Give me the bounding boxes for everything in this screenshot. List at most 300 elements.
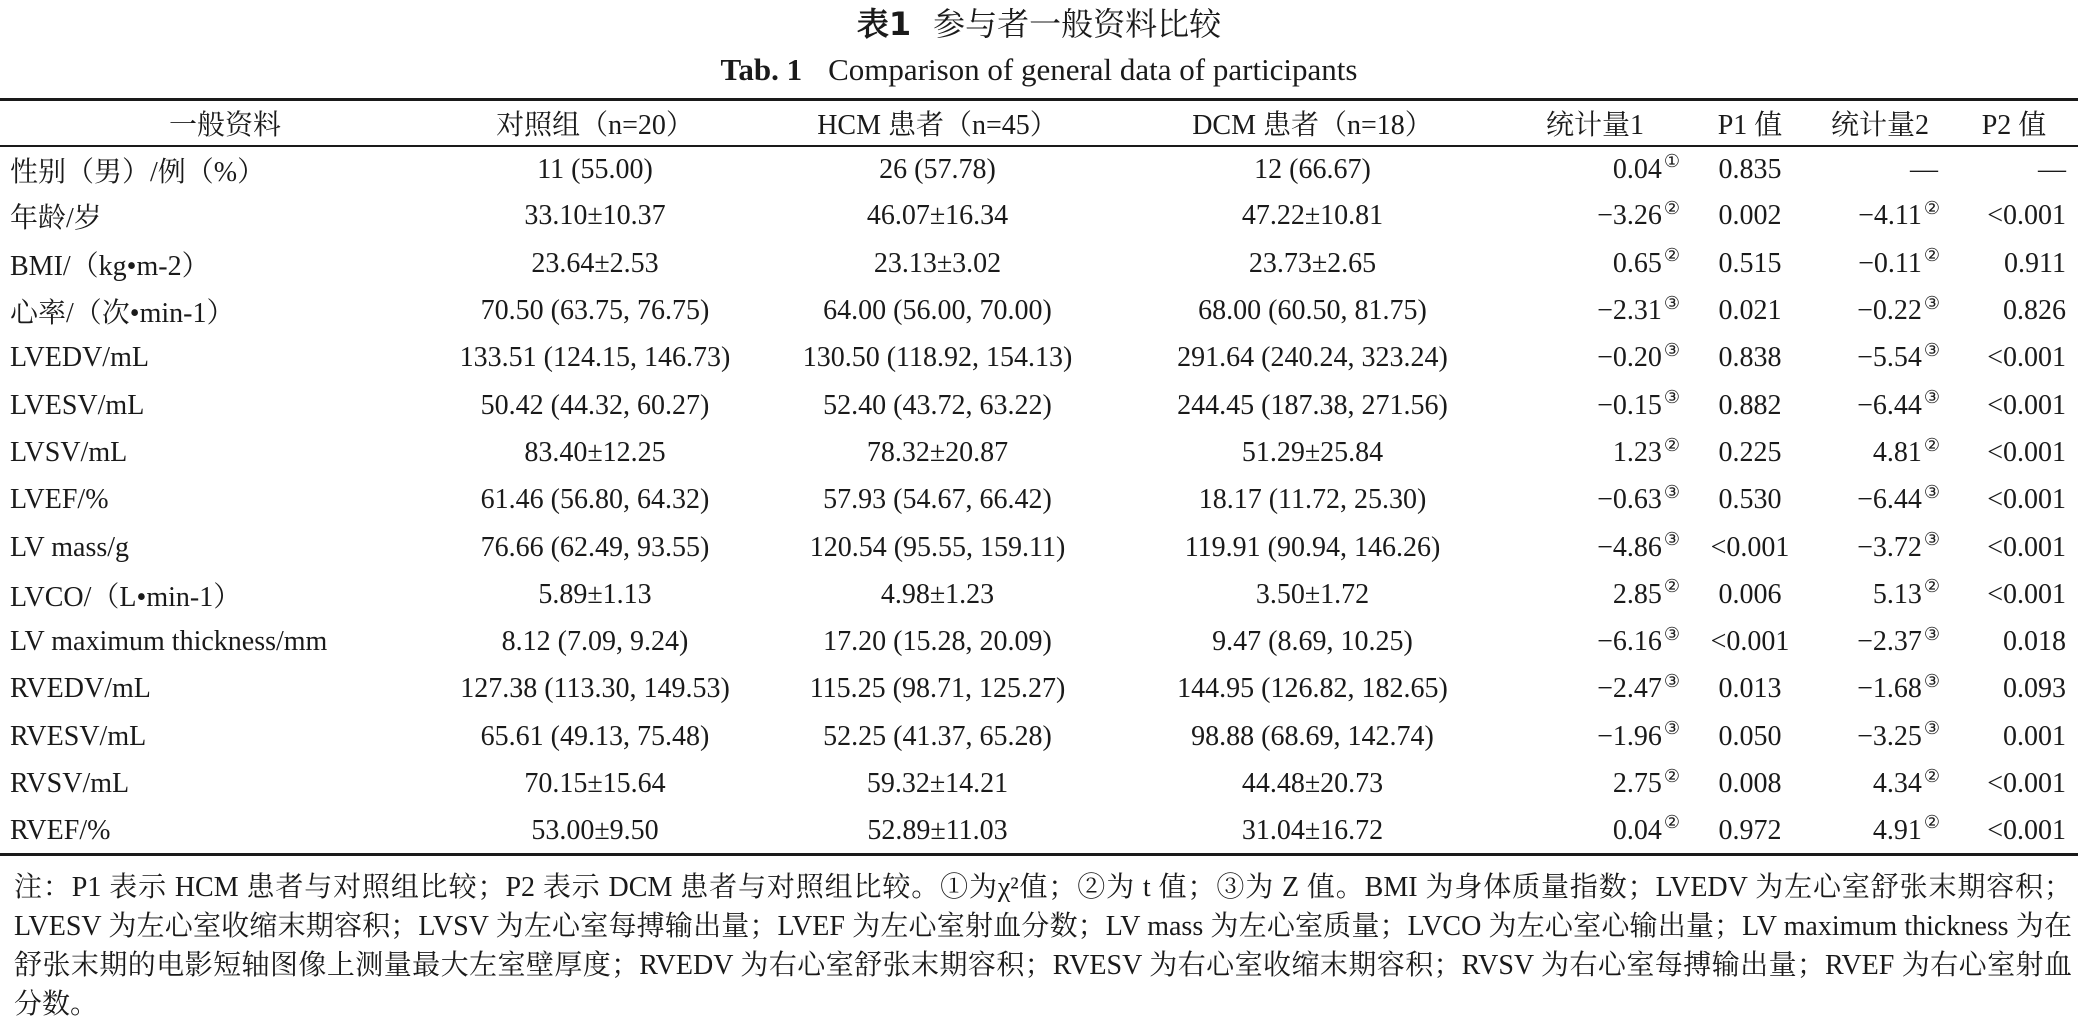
table-title-cn-text: 参与者一般资料比较 <box>933 5 1222 43</box>
cell-stat2-value: −0.11 <box>1858 247 1922 279</box>
cell-p2 <box>1950 524 2078 571</box>
cell-p2-value: <0.001 <box>1987 436 2066 468</box>
cell-stat2 <box>1810 571 1950 618</box>
table-number-en: Tab. 1 <box>720 52 803 87</box>
cell-control-value: 23.64±2.53 <box>531 247 659 279</box>
cell-dcm-value: 47.22±10.81 <box>1241 200 1384 232</box>
cell-hcm <box>750 524 1125 571</box>
table-row <box>0 524 2078 571</box>
table-number-cn: 表1 <box>856 5 912 43</box>
cell-item-value: LVEF/% <box>10 484 109 516</box>
cell-item-value: 性别（男）/例（%） <box>10 156 266 188</box>
cell-stat1 <box>1500 193 1690 240</box>
cell-stat1-value: −0.15 <box>1597 389 1662 421</box>
cell-dcm <box>1125 808 1500 855</box>
cell-p1 <box>1690 713 1810 760</box>
cell-stat2-value: −4.11 <box>1858 200 1922 232</box>
cell-item-value: LVESV/mL <box>10 389 145 421</box>
statistic-type-marker: ② <box>1923 765 1940 786</box>
cell-stat1-value: −0.20 <box>1597 342 1662 374</box>
cell-p1-value: 0.835 <box>1718 153 1782 185</box>
cell-p2-value: 0.018 <box>2003 626 2066 658</box>
statistic-type-marker: ③ <box>1663 481 1680 502</box>
cell-p2-value: <0.001 <box>1987 814 2066 846</box>
cell-stat1 <box>1500 808 1690 855</box>
cell-stat1-value: −4.86 <box>1597 531 1662 563</box>
header-p2: P2 值 <box>1950 100 2078 146</box>
cell-control <box>440 477 750 524</box>
cell-dcm <box>1125 571 1500 618</box>
table-container <box>0 98 2078 856</box>
cell-dcm-value: 31.04±16.72 <box>1241 814 1384 846</box>
cell-p1-value: <0.001 <box>1710 626 1790 658</box>
cell-p1-value: 0.008 <box>1718 768 1782 799</box>
cell-hcm <box>750 146 1125 193</box>
table-row <box>0 429 2078 476</box>
cell-stat2-value: −3.25 <box>1857 720 1922 752</box>
statistic-type-marker: ② <box>1663 576 1680 597</box>
cell-p2 <box>1950 382 2078 429</box>
cell-control <box>440 808 750 855</box>
cell-dcm-value: 23.73±2.65 <box>1248 247 1377 279</box>
cell-stat1 <box>1500 618 1690 665</box>
cell-hcm-value: 64.00 (56.00, 70.00) <box>823 295 1052 327</box>
statistic-type-marker: ③ <box>1923 292 1940 313</box>
cell-stat2 <box>1810 429 1950 476</box>
table-row <box>0 713 2078 760</box>
cell-control-value: 133.51 (124.15, 146.73) <box>459 342 731 374</box>
cell-p2 <box>1950 146 2078 193</box>
statistic-type-marker: ② <box>1923 434 1940 455</box>
cell-p1 <box>1690 429 1810 476</box>
cell-stat1-value: −0.63 <box>1597 484 1662 516</box>
cell-dcm-value: 98.88 (68.69, 142.74) <box>1191 720 1434 752</box>
cell-item-value: RVEF/% <box>10 814 111 846</box>
table-title-en-text: Comparison of general data of participants <box>828 52 1358 87</box>
cell-hcm <box>750 808 1125 855</box>
cell-control-value: 61.46 (56.80, 64.32) <box>480 484 710 516</box>
cell-stat2 <box>1810 146 1950 193</box>
cell-stat1 <box>1500 760 1690 807</box>
cell-dcm <box>1125 193 1500 240</box>
cell-p2-value: — <box>2038 153 2066 185</box>
cell-item-value: 心率/（次•min-1） <box>10 298 235 330</box>
table-row <box>0 808 2078 855</box>
cell-p2 <box>1950 477 2078 524</box>
cell-p2 <box>1950 713 2078 760</box>
cell-hcm-value: 26 (57.78) <box>879 153 996 185</box>
cell-control <box>440 760 750 807</box>
cell-stat2-value: −5.54 <box>1857 342 1922 374</box>
cell-item <box>0 382 440 429</box>
cell-control <box>440 240 750 287</box>
cell-p1 <box>1690 808 1810 855</box>
cell-control-value: 70.15±15.64 <box>524 768 666 799</box>
cell-dcm-value: 44.48±20.73 <box>1241 768 1384 799</box>
cell-control <box>440 335 750 382</box>
cell-dcm-value: 3.50±1.72 <box>1255 578 1370 610</box>
cell-control <box>440 666 750 713</box>
cell-control <box>440 382 750 429</box>
statistic-type-marker: ③ <box>1663 671 1680 692</box>
cell-item-value: RVSV/mL <box>10 768 130 799</box>
cell-p2-value: 0.093 <box>2003 673 2066 705</box>
cell-dcm <box>1125 240 1500 287</box>
cell-dcm-value: 144.95 (126.82, 182.65) <box>1177 673 1448 705</box>
cell-p1-value: 0.530 <box>1718 484 1782 516</box>
cell-dcm <box>1125 618 1500 665</box>
cell-dcm <box>1125 666 1500 713</box>
cell-p1 <box>1690 571 1810 618</box>
cell-p1-value: 0.838 <box>1718 342 1782 374</box>
cell-item <box>0 571 440 618</box>
statistic-type-marker: ③ <box>1663 718 1680 739</box>
statistic-type-marker: ② <box>1663 765 1680 786</box>
cell-stat1-value: 2.75 <box>1612 768 1662 799</box>
cell-item <box>0 666 440 713</box>
cell-stat2 <box>1810 760 1950 807</box>
cell-dcm <box>1125 713 1500 760</box>
header-dcm: DCM 患者（n=18） <box>1125 100 1500 146</box>
cell-stat2 <box>1810 240 1950 287</box>
cell-item-value: LV maximum thickness/mm <box>10 626 328 658</box>
table-row <box>0 760 2078 807</box>
statistic-type-marker: ② <box>1663 198 1680 219</box>
cell-item <box>0 287 440 334</box>
cell-stat1 <box>1500 335 1690 382</box>
cell-p1-value: 0.021 <box>1718 295 1782 327</box>
statistic-type-marker: ③ <box>1663 340 1680 360</box>
cell-p1 <box>1690 524 1810 571</box>
cell-stat2 <box>1810 808 1950 855</box>
cell-p1 <box>1690 287 1810 334</box>
header-item: 一般资料 <box>0 100 440 146</box>
statistic-type-marker: ③ <box>1923 671 1940 692</box>
cell-p2 <box>1950 618 2078 665</box>
cell-p2 <box>1950 429 2078 476</box>
table-title-cn <box>0 4 2078 44</box>
cell-hcm <box>750 429 1125 476</box>
cell-stat1-value: −6.16 <box>1597 626 1662 658</box>
cell-stat2-value: 4.91 <box>1872 814 1922 846</box>
cell-p1 <box>1690 240 1810 287</box>
table-row <box>0 287 2078 334</box>
cell-dcm <box>1125 477 1500 524</box>
cell-stat2 <box>1810 193 1950 240</box>
cell-item <box>0 429 440 476</box>
statistic-type-marker: ② <box>1923 812 1940 833</box>
cell-control <box>440 193 750 240</box>
cell-control-value: 83.40±12.25 <box>524 436 666 468</box>
table-row <box>0 666 2078 713</box>
cell-stat2-value: −6.44 <box>1857 389 1922 421</box>
cell-dcm <box>1125 382 1500 429</box>
cell-p2 <box>1950 666 2078 713</box>
cell-p1 <box>1690 382 1810 429</box>
cell-p1 <box>1690 335 1810 382</box>
cell-stat2-value: — <box>1910 153 1938 185</box>
statistic-type-marker: ③ <box>1923 529 1940 550</box>
cell-dcm <box>1125 760 1500 807</box>
cell-stat1-value: 0.04 <box>1612 153 1662 185</box>
cell-hcm <box>750 571 1125 618</box>
table-row <box>0 240 2078 287</box>
cell-control-value: 5.89±1.13 <box>538 578 652 610</box>
statistic-type-marker: ② <box>1663 245 1680 266</box>
cell-hcm-value: 130.50 (118.92, 154.13) <box>802 342 1073 374</box>
cell-dcm-value: 18.17 (11.72, 25.30) <box>1198 484 1427 516</box>
table-footnote: 注：P1 表示 HCM 患者与对照组比较；P2 表示 DCM 患者与对照组比较。①为χ²值；②为 t 值；③为 Z 值。BMI 为身体质量指数；LVEDV 为左心室舒张末期容积；LVESV 为左心室收缩末期容积；LVSV 为左心室每搏输出量；LVEF 为左心室射血分数；LV mass 为左心室质量；LVCO 为左心室心输出量；LV maximum thickness 为在舒张末期的电影短轴图像上测量最大左室壁厚度；RVEDV 为右心室舒张末期容积；RVESV 为右心室收缩末期容积；RVSV 为右心室每搏输出量；RVEF 为右心室射血分数。 <box>14 872 2072 1020</box>
cell-stat1 <box>1500 287 1690 334</box>
header-stat1: 统计量1 <box>1500 100 1690 146</box>
cell-p2 <box>1950 808 2078 855</box>
cell-stat1 <box>1500 713 1690 760</box>
cell-control-value: 8.12 (7.09, 9.24) <box>501 626 689 658</box>
cell-hcm-value: 52.89±11.03 <box>867 814 1008 846</box>
comparison-table <box>0 98 2078 856</box>
cell-hcm-value: 46.07±16.34 <box>866 200 1009 232</box>
cell-stat1 <box>1500 382 1690 429</box>
table-title-en <box>0 50 2078 90</box>
cell-p1-value: 0.002 <box>1718 200 1782 232</box>
cell-stat1-value: 0.65 <box>1612 247 1662 279</box>
table-row <box>0 193 2078 240</box>
table-header-row <box>0 100 2078 146</box>
table-row <box>0 335 2078 382</box>
statistic-type-marker: ② <box>1663 812 1680 833</box>
cell-control-value: 50.42 (44.32, 60.27) <box>480 389 710 421</box>
cell-item <box>0 240 440 287</box>
cell-hcm-value: 17.20 (15.28, 20.09) <box>823 626 1052 658</box>
table-row <box>0 571 2078 618</box>
cell-dcm <box>1125 429 1500 476</box>
cell-p1-value: 0.006 <box>1718 578 1782 610</box>
table-row <box>0 477 2078 524</box>
cell-dcm <box>1125 287 1500 334</box>
statistic-type-marker: ③ <box>1663 623 1680 644</box>
cell-item-value: 年龄/岁 <box>10 203 102 235</box>
cell-item <box>0 713 440 760</box>
table-body <box>0 146 2078 855</box>
cell-stat2 <box>1810 713 1950 760</box>
cell-stat2-value: −6.44 <box>1857 484 1922 516</box>
cell-stat1 <box>1500 146 1690 193</box>
cell-stat2 <box>1810 524 1950 571</box>
cell-hcm <box>750 666 1125 713</box>
cell-item <box>0 146 440 193</box>
cell-dcm-value: 9.47 (8.69, 10.25) <box>1212 626 1413 658</box>
table-row <box>0 146 2078 193</box>
cell-p2-value: <0.001 <box>1987 578 2066 610</box>
cell-control-value: 33.10±10.37 <box>524 200 666 232</box>
cell-stat1 <box>1500 571 1690 618</box>
cell-hcm <box>750 760 1125 807</box>
statistic-type-marker: ③ <box>1663 292 1680 313</box>
cell-stat1 <box>1500 240 1690 287</box>
cell-hcm <box>750 618 1125 665</box>
cell-stat2-value: −0.22 <box>1857 295 1922 327</box>
cell-p2-value: <0.001 <box>1987 389 2066 421</box>
cell-p1 <box>1690 477 1810 524</box>
cell-hcm <box>750 382 1125 429</box>
cell-stat2 <box>1810 477 1950 524</box>
cell-p2 <box>1950 193 2078 240</box>
cell-item <box>0 760 440 807</box>
header-p1: P1 值 <box>1690 100 1810 146</box>
cell-p2 <box>1950 335 2078 382</box>
cell-p2-value: <0.001 <box>1987 342 2066 374</box>
cell-p1 <box>1690 193 1810 240</box>
cell-item-value: RVEDV/mL <box>10 673 151 705</box>
header-control: 对照组（n=20） <box>440 100 750 146</box>
cell-p2-value: 0.001 <box>2003 720 2066 752</box>
cell-p1 <box>1690 760 1810 807</box>
cell-hcm <box>750 713 1125 760</box>
header-stat2: 统计量2 <box>1810 100 1950 146</box>
cell-control <box>440 429 750 476</box>
cell-control-value: 70.50 (63.75, 76.75) <box>480 295 710 327</box>
table-row <box>0 382 2078 429</box>
cell-hcm <box>750 335 1125 382</box>
cell-stat1-value: −3.26 <box>1597 200 1662 232</box>
cell-item <box>0 808 440 855</box>
cell-stat2 <box>1810 287 1950 334</box>
cell-dcm <box>1125 335 1500 382</box>
cell-control-value: 65.61 (49.13, 75.48) <box>480 720 710 752</box>
cell-hcm-value: 57.93 (54.67, 66.42) <box>823 484 1052 516</box>
cell-control-value: 53.00±9.50 <box>531 814 659 846</box>
cell-control <box>440 287 750 334</box>
cell-item <box>0 618 440 665</box>
cell-control <box>440 713 750 760</box>
cell-p1-value: 0.050 <box>1718 720 1782 752</box>
statistic-type-marker: ③ <box>1923 481 1940 502</box>
cell-dcm-value: 12 (66.67) <box>1254 153 1371 185</box>
cell-p1-value: 0.515 <box>1718 247 1782 279</box>
cell-p2-value: <0.001 <box>1987 768 2066 799</box>
cell-stat1 <box>1500 666 1690 713</box>
cell-p2 <box>1950 571 2078 618</box>
cell-item-value: LVSV/mL <box>10 436 128 468</box>
statistic-type-marker: ③ <box>1923 718 1940 739</box>
cell-hcm-value: 78.32±20.87 <box>866 436 1009 468</box>
cell-p1 <box>1690 146 1810 193</box>
cell-p2-value: 0.826 <box>2003 295 2066 327</box>
statistic-type-marker: ③ <box>1663 529 1680 550</box>
statistic-type-marker: ② <box>1923 198 1940 219</box>
cell-hcm-value: 120.54 (95.55, 159.11) <box>809 531 1066 563</box>
cell-hcm <box>750 193 1125 240</box>
cell-item <box>0 477 440 524</box>
cell-p2-value: <0.001 <box>1987 484 2066 516</box>
statistic-type-marker: ③ <box>1663 387 1680 408</box>
cell-control-value: 127.38 (113.30, 149.53) <box>460 673 730 705</box>
cell-stat1-value: −1.96 <box>1597 720 1662 752</box>
statistic-type-marker: ② <box>1923 245 1940 266</box>
cell-stat1-value: 2.85 <box>1612 578 1662 610</box>
cell-stat1-value: −2.47 <box>1597 673 1662 705</box>
cell-p1 <box>1690 618 1810 665</box>
cell-control-value: 76.66 (62.49, 93.55) <box>480 531 710 563</box>
cell-item-value: LV mass/g <box>10 531 130 563</box>
cell-stat1-value: 0.04 <box>1612 814 1662 846</box>
cell-item-value: BMI/（kg•m-2） <box>10 250 210 282</box>
cell-p2-value: 0.911 <box>2004 247 2066 279</box>
cell-item-value: LVEDV/mL <box>10 342 149 374</box>
cell-hcm-value: 52.25 (41.37, 65.28) <box>823 720 1052 752</box>
cell-item <box>0 193 440 240</box>
cell-dcm-value: 244.45 (187.38, 271.56) <box>1177 389 1448 421</box>
cell-hcm <box>750 287 1125 334</box>
header-hcm: HCM 患者（n=45） <box>750 100 1125 146</box>
cell-stat1 <box>1500 477 1690 524</box>
cell-control-value: 11 (55.00) <box>537 153 653 185</box>
cell-p1-value: 0.013 <box>1718 673 1782 705</box>
cell-item <box>0 524 440 571</box>
cell-hcm-value: 115.25 (98.71, 125.27) <box>809 673 1066 705</box>
statistic-type-marker: ② <box>1923 576 1940 597</box>
cell-p2 <box>1950 240 2078 287</box>
cell-item <box>0 335 440 382</box>
cell-p1-value: 0.225 <box>1718 436 1782 468</box>
cell-hcm <box>750 477 1125 524</box>
cell-stat1-value: 1.23 <box>1612 436 1662 468</box>
statistic-type-marker: ③ <box>1923 340 1940 360</box>
cell-p1-value: 0.972 <box>1718 814 1782 846</box>
statistic-type-marker: ② <box>1663 434 1680 455</box>
table-row <box>0 618 2078 665</box>
cell-hcm-value: 52.40 (43.72, 63.22) <box>823 389 1052 421</box>
cell-p1-value: <0.001 <box>1710 531 1790 563</box>
cell-dcm-value: 119.91 (90.94, 146.26) <box>1184 531 1441 563</box>
cell-p2 <box>1950 760 2078 807</box>
cell-dcm <box>1125 146 1500 193</box>
cell-dcm <box>1125 524 1500 571</box>
statistic-type-marker: ③ <box>1923 623 1940 644</box>
cell-dcm-value: 68.00 (60.50, 81.75) <box>1198 295 1427 327</box>
cell-dcm-value: 51.29±25.84 <box>1241 436 1384 468</box>
statistic-type-marker: ① <box>1663 151 1680 172</box>
cell-control <box>440 618 750 665</box>
cell-p1 <box>1690 666 1810 713</box>
cell-p2-value: <0.001 <box>1987 531 2066 563</box>
cell-item-value: LVCO/（L•min-1） <box>10 581 242 613</box>
cell-stat2-value: 4.34 <box>1872 768 1922 799</box>
cell-control <box>440 571 750 618</box>
cell-dcm-value: 291.64 (240.24, 323.24) <box>1177 342 1448 374</box>
statistic-type-marker: ③ <box>1923 387 1940 408</box>
cell-control <box>440 524 750 571</box>
cell-stat1 <box>1500 429 1690 476</box>
cell-p2-value: <0.001 <box>1987 200 2066 232</box>
cell-hcm <box>750 240 1125 287</box>
cell-stat2-value: −2.37 <box>1857 626 1922 658</box>
cell-item-value: RVESV/mL <box>10 720 147 752</box>
cell-stat2 <box>1810 666 1950 713</box>
cell-stat2 <box>1810 618 1950 665</box>
cell-stat1-value: −2.31 <box>1597 295 1662 327</box>
cell-p1-value: 0.882 <box>1718 389 1782 421</box>
cell-hcm-value: 59.32±14.21 <box>866 768 1009 799</box>
cell-p2 <box>1950 287 2078 334</box>
cell-stat2-value: 5.13 <box>1872 578 1922 610</box>
cell-hcm-value: 23.13±3.02 <box>873 247 1002 279</box>
cell-stat2-value: 4.81 <box>1872 436 1922 468</box>
cell-hcm-value: 4.98±1.23 <box>880 578 995 610</box>
cell-stat2 <box>1810 335 1950 382</box>
cell-stat1 <box>1500 524 1690 571</box>
cell-stat2 <box>1810 382 1950 429</box>
